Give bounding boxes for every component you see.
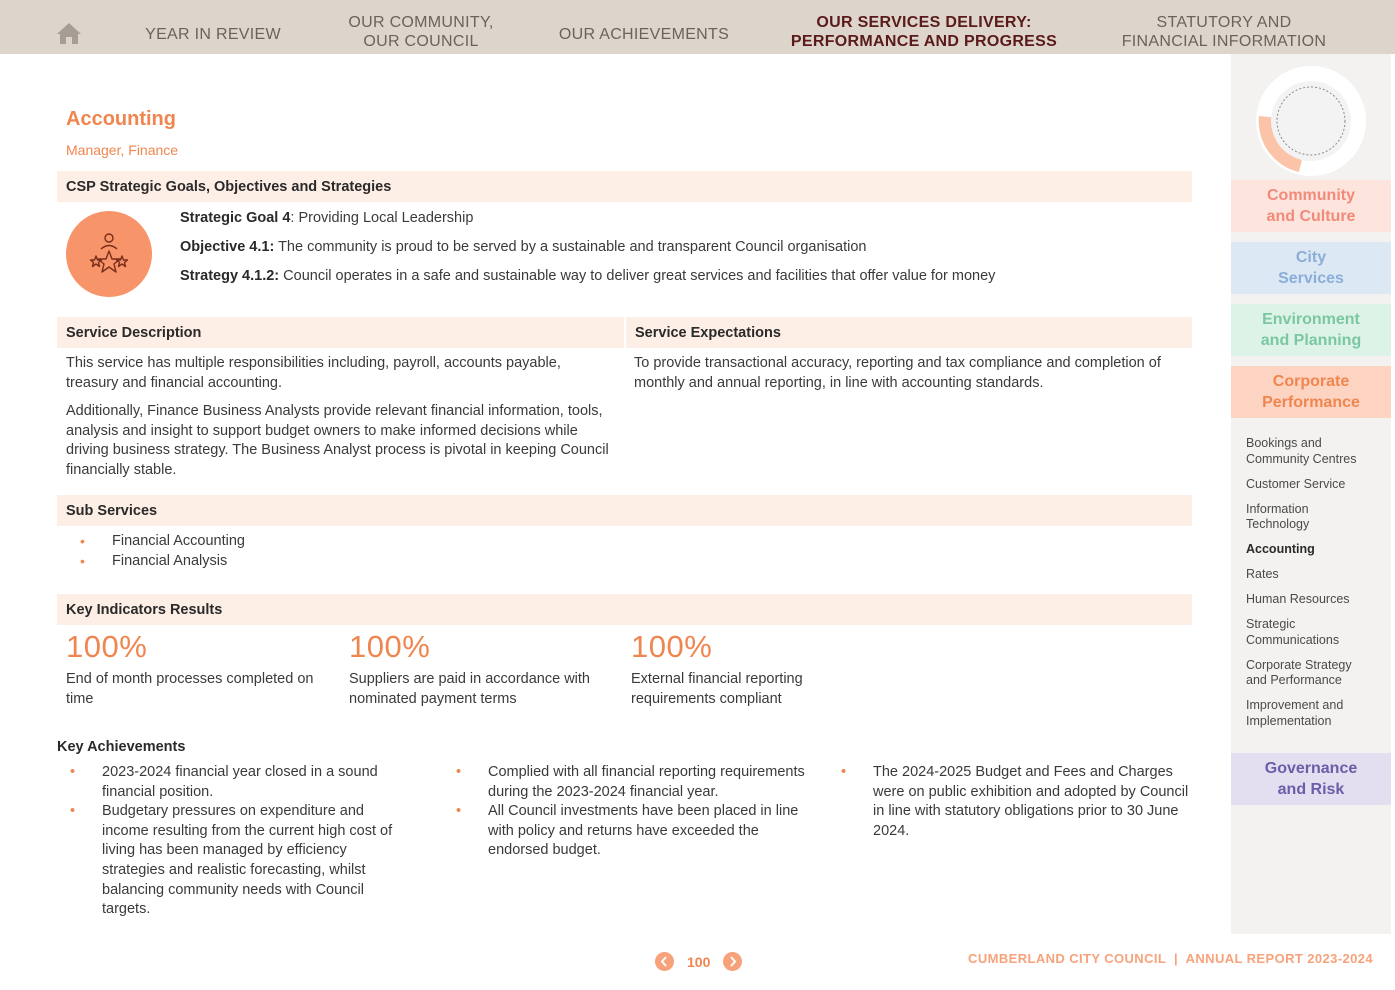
kpi-value: 100% <box>349 629 431 664</box>
kpi-heading: Key Indicators Results <box>57 594 1192 625</box>
achievements-column-3 <box>828 763 1198 841</box>
sidebar-tab-city-services[interactable]: City Services <box>1231 242 1391 294</box>
previous-page-button[interactable] <box>655 952 674 971</box>
strategic-goal: Strategic Goal 4: Providing Local Leadership <box>180 210 474 226</box>
kpi-value: 100% <box>631 629 713 664</box>
key-achievements-heading: Key Achievements <box>57 739 186 755</box>
next-page-button[interactable] <box>723 952 742 971</box>
home-icon[interactable] <box>56 21 82 45</box>
sub-services-list <box>66 532 466 571</box>
strategy: Strategy 4.1.2: Council operates in a safe and sustainable way to deliver great services and facilities that offer value for money <box>180 268 996 284</box>
achievements-column-1 <box>57 763 397 920</box>
section-progress-donut <box>1256 66 1366 176</box>
nav-our-services-delivery[interactable]: OUR SERVICES DELIVERY: PERFORMANCE AND PROGRESS <box>790 14 1058 50</box>
kpi-label: Suppliers are paid in accordance with nominated payment terms <box>349 671 590 707</box>
top-navigation <box>0 0 1395 54</box>
page-number: 100 <box>687 953 711 970</box>
service-expectations-para: To provide transactional accuracy, reporting and tax compliance and completion of monthly and annual reporting, in line with accounting standards. <box>634 355 1161 391</box>
sidebar-subitems <box>1246 436 1386 739</box>
list-item: • 2023-2024 financial year closed in a sound financial position. <box>57 763 397 802</box>
sidebar-item-accounting[interactable]: Accounting <box>1246 542 1315 556</box>
nav-year-in-review[interactable]: YEAR IN REVIEW <box>145 25 281 43</box>
sub-services-heading: Sub Services <box>57 495 1192 526</box>
leadership-star-icon <box>66 211 152 297</box>
kpi-card <box>66 630 336 709</box>
kpi-card <box>349 630 619 709</box>
sidebar-item-rates[interactable]: Rates <box>1246 567 1279 581</box>
list-item: • The 2024-2025 Budget and Fees and Charges were on public exhibition and adopted by Council in line with statutory obligations prior to 30 June 2024. <box>828 763 1198 841</box>
achievements-column-2 <box>443 763 813 861</box>
sidebar-item-customer-service[interactable]: Customer Service <box>1246 476 1346 491</box>
pagination <box>655 952 742 971</box>
footer-separator: | <box>1174 951 1179 966</box>
sidebar-tab-governance-risk[interactable]: Governance and Risk <box>1231 753 1391 805</box>
nav-statutory-financial[interactable]: STATUTORY AND FINANCIAL INFORMATION <box>1121 14 1327 50</box>
section-sidebar <box>1231 54 1391 934</box>
nav-our-achievements[interactable]: OUR ACHIEVEMENTS <box>558 25 730 43</box>
list-item: • Financial Accounting <box>66 532 466 552</box>
sidebar-tab-environment-planning[interactable]: Environment and Planning <box>1231 304 1391 356</box>
nav-our-community[interactable]: OUR COMMUNITY, OUR COUNCIL <box>348 14 494 50</box>
service-description-heading: Service Description <box>57 317 624 348</box>
page-subtitle: Manager, Finance <box>66 142 179 158</box>
service-description-para-1: This service has multiple responsibilities including, payroll, accounts payable, treasury and financial accounting. <box>66 355 561 391</box>
sidebar-item-corporate-strategy[interactable]: Corporate Strategy and Performance <box>1246 657 1352 687</box>
chevron-right-icon <box>723 952 742 971</box>
sidebar-tab-community-culture[interactable]: Community and Culture <box>1231 180 1391 232</box>
sidebar-item-improvement[interactable]: Improvement and Implementation <box>1246 698 1344 728</box>
chevron-left-icon <box>655 952 674 971</box>
council-name: CUMBERLAND CITY COUNCIL <box>968 951 1166 966</box>
footer-brand <box>968 951 1373 966</box>
sidebar-item-strategic-communications[interactable]: Strategic Communications <box>1246 617 1340 647</box>
kpi-label: End of month processes completed on time <box>66 671 314 707</box>
sidebar-item-information-technology[interactable]: Information Technology <box>1246 501 1310 531</box>
kpi-value: 100% <box>66 629 148 664</box>
csp-heading: CSP Strategic Goals, Objectives and Strategies <box>57 171 1192 202</box>
sidebar-item-bookings[interactable]: Bookings and Community Centres <box>1246 436 1357 466</box>
service-expectations-heading: Service Expectations <box>626 317 1192 348</box>
kpi-card <box>631 630 831 709</box>
list-item: • Financial Analysis <box>66 552 466 572</box>
list-item: • Budgetary pressures on expenditure and income resulting from the current high cost of living has been managed by efficiency strategies and realistic forecasting, whilst balancing community needs with Council targets. <box>57 802 397 920</box>
sidebar-item-human-resources[interactable]: Human Resources <box>1246 592 1350 606</box>
page-title: Accounting <box>66 108 176 130</box>
objective: Objective 4.1: The community is proud to be served by a sustainable and transparent Council organisation <box>180 239 867 255</box>
sidebar-tab-corporate-performance[interactable]: Corporate Performance <box>1231 366 1391 418</box>
list-item: • Complied with all financial reporting requirements during the 2023-2024 financial year. <box>443 763 813 802</box>
report-name: ANNUAL REPORT 2023-2024 <box>1185 951 1373 966</box>
list-item: • All Council investments have been placed in line with policy and returns have exceeded the endorsed budget. <box>443 802 813 861</box>
kpi-label: External financial reporting requirements compliant <box>631 671 803 707</box>
service-description-para-2: Additionally, Finance Business Analysts provide relevant financial information, tools, analysis and insight to support budget owners to make informed decisions while driving business strategy. The Business Analyst process is pivotal in keeping Council financially stable. <box>66 403 609 478</box>
csp-goal-lines <box>180 209 995 296</box>
